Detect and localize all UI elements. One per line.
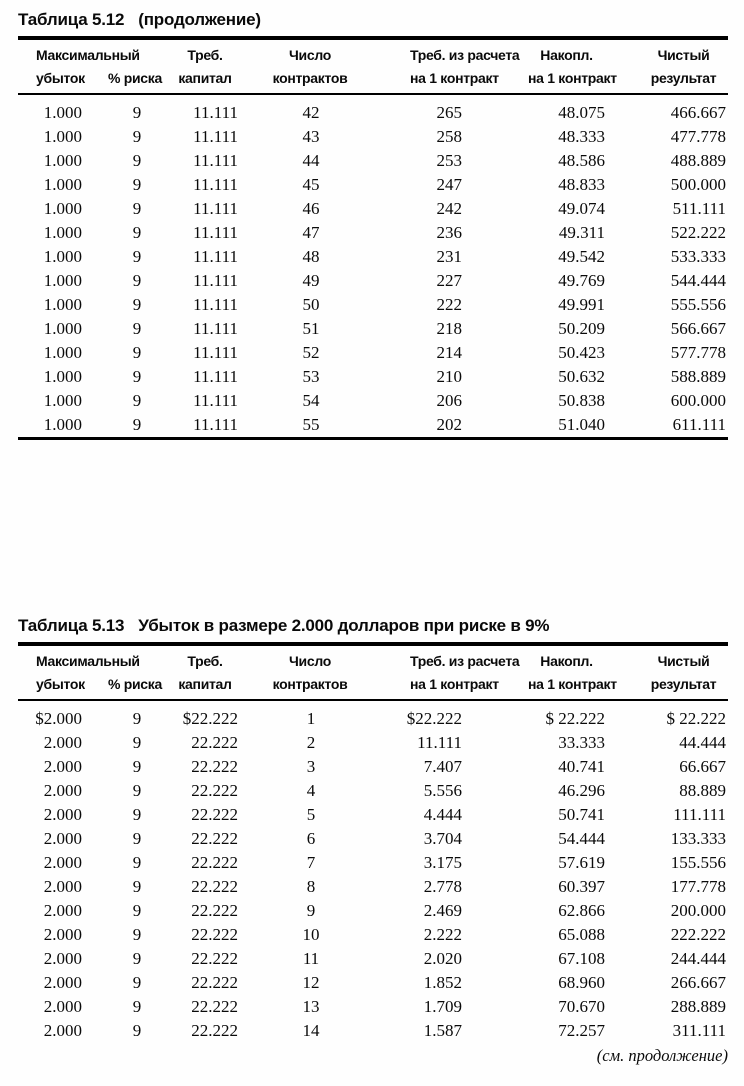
table-cell: 2.778 xyxy=(423,877,462,896)
table-cell: 1.000 xyxy=(43,391,82,410)
table-5-12 xyxy=(18,36,728,440)
table-cell: 46 xyxy=(302,199,320,218)
table-cell: 62.866 xyxy=(558,901,605,920)
table-cell: 9 xyxy=(132,343,142,362)
table-row xyxy=(18,875,728,899)
table-cell: 2.222 xyxy=(423,925,462,944)
table-number-label: Таблица 5.12 xyxy=(18,10,125,29)
table-row xyxy=(18,173,728,197)
table-cell: 9 xyxy=(132,757,142,776)
table-cell: 22.222 xyxy=(191,805,238,824)
table-cell: 5 xyxy=(306,805,316,824)
table-cell: 1.587 xyxy=(423,1021,462,1040)
table-cell: 222.222 xyxy=(670,925,726,944)
header-line: % риска xyxy=(108,676,162,692)
header-line: результат xyxy=(650,676,717,692)
table-cell: 133.333 xyxy=(670,829,726,848)
table-cell: 9 xyxy=(132,391,142,410)
header-line: % риска xyxy=(108,70,162,86)
table-cell: 9 xyxy=(132,247,142,266)
header-line: на 1 контракт xyxy=(410,676,499,692)
table-cell: 49.542 xyxy=(558,247,605,266)
table-cell: 522.222 xyxy=(670,223,726,242)
table-5-13-header xyxy=(18,644,728,700)
table-cell: 566.667 xyxy=(670,319,726,338)
table-cell: 202 xyxy=(436,415,462,434)
table-cell: 206 xyxy=(436,391,462,410)
table-5-12-title xyxy=(18,10,728,30)
table-cell: 50.423 xyxy=(558,343,605,362)
header-line: Накопл. xyxy=(540,653,593,669)
table-cell: 22.222 xyxy=(191,781,238,800)
table-cell: 72.257 xyxy=(558,1021,605,1040)
table-cell: 50.838 xyxy=(558,391,605,410)
table-cell: 266.667 xyxy=(670,973,726,992)
table-cell: 22.222 xyxy=(191,877,238,896)
table-cell: 13 xyxy=(302,997,320,1016)
table-cell: 155.556 xyxy=(670,853,726,872)
table-cell: 200.000 xyxy=(670,901,726,920)
table-cell: 9 xyxy=(132,151,142,170)
header-line: Треб. из расчета xyxy=(410,653,520,669)
table-cell: 1.000 xyxy=(43,247,82,266)
table-number-label: Таблица 5.13 xyxy=(18,616,125,635)
table-cell: 42 xyxy=(302,103,320,122)
table-cell: 511.111 xyxy=(672,199,726,218)
table-cell: 9 xyxy=(132,295,142,314)
table-cell: 44 xyxy=(302,151,320,170)
header-line: Треб. xyxy=(187,653,223,669)
table-cell: 22.222 xyxy=(191,829,238,848)
table-row xyxy=(18,971,728,995)
table-cell: 7.407 xyxy=(423,757,462,776)
table-cell: 9 xyxy=(132,829,142,848)
table-caption: (продолжение) xyxy=(138,10,261,29)
table-row xyxy=(18,827,728,851)
table-cell: 54 xyxy=(302,391,320,410)
table-cell: $ 22.222 xyxy=(666,709,726,728)
table-cell: 57.619 xyxy=(558,853,605,872)
table-cell: 2.000 xyxy=(43,925,82,944)
table-cell: 50.741 xyxy=(558,805,605,824)
table-5-12-header xyxy=(18,38,728,94)
table-cell: 9 xyxy=(132,103,142,122)
table-cell: 1.000 xyxy=(43,175,82,194)
table-cell: 22.222 xyxy=(191,901,238,920)
table-cell: 2.000 xyxy=(43,877,82,896)
table-row xyxy=(18,755,728,779)
table-cell: 222 xyxy=(436,295,462,314)
table-cell: 10 xyxy=(302,925,320,944)
table-cell: 2.000 xyxy=(43,853,82,872)
table-cell: 1.000 xyxy=(43,151,82,170)
table-row xyxy=(18,923,728,947)
table-cell: 1.000 xyxy=(43,319,82,338)
table-row xyxy=(18,947,728,971)
table-cell: 9 xyxy=(132,127,142,146)
table-cell: 22.222 xyxy=(191,757,238,776)
table-cell: 46.296 xyxy=(558,781,605,800)
table-cell: 9 xyxy=(306,901,316,920)
table-row xyxy=(18,365,728,389)
table-cell: 5.556 xyxy=(423,781,462,800)
table-cell: 9 xyxy=(132,415,142,434)
column-header-required-capital xyxy=(168,644,238,700)
header-line: убыток xyxy=(36,676,85,692)
table-cell: 466.667 xyxy=(670,103,726,122)
table-cell: 68.960 xyxy=(558,973,605,992)
table-cell: 11.111 xyxy=(193,175,238,194)
header-line: Треб. из расчета xyxy=(410,47,520,63)
table-cell: 22.222 xyxy=(191,925,238,944)
table-cell: 11 xyxy=(302,949,320,968)
table-cell: 544.444 xyxy=(670,271,726,290)
table-row xyxy=(18,731,728,755)
table-cell: 65.088 xyxy=(558,925,605,944)
table-cell: 22.222 xyxy=(191,973,238,992)
table-cell: 3.175 xyxy=(423,853,462,872)
table-cell: 2.469 xyxy=(423,901,462,920)
table-cell: 1.000 xyxy=(43,199,82,218)
table-5-13 xyxy=(18,642,728,1043)
table-cell: 9 xyxy=(132,997,142,1016)
table-row xyxy=(18,700,728,731)
table-cell: 11.111 xyxy=(193,199,238,218)
header-line: Максимальный xyxy=(36,653,140,669)
table-cell: 22.222 xyxy=(191,949,238,968)
header-line: на 1 контракт xyxy=(528,676,617,692)
table-row xyxy=(18,125,728,149)
table-cell: 111.111 xyxy=(673,805,726,824)
table-cell: 9 xyxy=(132,973,142,992)
table-cell: 22.222 xyxy=(191,733,238,752)
table-cell: 311.111 xyxy=(672,1021,726,1040)
table-cell: 49.769 xyxy=(558,271,605,290)
table-cell: 9 xyxy=(132,877,142,896)
column-header-net-result xyxy=(605,38,728,94)
table-cell: 577.778 xyxy=(670,343,726,362)
header-line: Число xyxy=(289,47,331,63)
table-cell: 4.444 xyxy=(423,805,462,824)
table-5-12-body xyxy=(18,94,728,439)
table-cell: 258 xyxy=(436,127,462,146)
column-header-required-per-contract xyxy=(378,644,520,700)
header-line: на 1 контракт xyxy=(410,70,499,86)
table-cell: 2.000 xyxy=(43,781,82,800)
table-cell: 218 xyxy=(436,319,462,338)
header-line: Максимальный xyxy=(36,47,140,63)
table-cell: 253 xyxy=(436,151,462,170)
table-cell: $ 22.222 xyxy=(545,709,605,728)
table-row xyxy=(18,341,728,365)
table-cell: 2.000 xyxy=(43,1021,82,1040)
table-cell: 47 xyxy=(302,223,320,242)
table-cell: 11.111 xyxy=(193,247,238,266)
table-cell: 48.833 xyxy=(558,175,605,194)
table-cell: 12 xyxy=(302,973,320,992)
table-cell: 45 xyxy=(302,175,320,194)
table-cell: 49.991 xyxy=(558,295,605,314)
header-line: Треб. xyxy=(187,47,223,63)
table-cell: 7 xyxy=(306,853,316,872)
table-row xyxy=(18,995,728,1019)
table-cell: 9 xyxy=(132,709,142,728)
table-cell: 2.000 xyxy=(43,805,82,824)
table-cell: 1.000 xyxy=(43,367,82,386)
column-header-contracts-count xyxy=(238,38,378,94)
table-cell: 11.111 xyxy=(193,295,238,314)
table-cell: 50.632 xyxy=(558,367,605,386)
table-cell: 231 xyxy=(436,247,462,266)
table-cell: 2.000 xyxy=(43,973,82,992)
table-row xyxy=(18,149,728,173)
table-cell: 2.000 xyxy=(43,733,82,752)
table-cell: 9 xyxy=(132,319,142,338)
table-cell: 1.000 xyxy=(43,271,82,290)
header-line: на 1 контракт xyxy=(528,70,617,86)
table-cell: 2.000 xyxy=(43,901,82,920)
table-cell: 247 xyxy=(436,175,462,194)
table-cell: 177.778 xyxy=(670,877,726,896)
table-5-13-title xyxy=(18,616,728,636)
table-cell: 9 xyxy=(132,733,142,752)
table-cell: 9 xyxy=(132,1021,142,1040)
table-cell: 60.397 xyxy=(558,877,605,896)
table-cell: 22.222 xyxy=(191,853,238,872)
table-cell: 40.741 xyxy=(558,757,605,776)
table-cell: 4 xyxy=(306,781,316,800)
table-cell: 600.000 xyxy=(670,391,726,410)
table-row xyxy=(18,221,728,245)
table-row xyxy=(18,1019,728,1043)
table-cell: 500.000 xyxy=(670,175,726,194)
table-cell: 48.586 xyxy=(558,151,605,170)
table-cell: 22.222 xyxy=(191,1021,238,1040)
table-cell: 1.000 xyxy=(43,415,82,434)
table-cell: 1.000 xyxy=(43,343,82,362)
table-cell: 214 xyxy=(436,343,462,362)
header-line: Чистый xyxy=(657,653,710,669)
table-row xyxy=(18,389,728,413)
table-row xyxy=(18,851,728,875)
table-cell: 54.444 xyxy=(558,829,605,848)
table-cell: 2.020 xyxy=(423,949,462,968)
table-cell: 49.074 xyxy=(558,199,605,218)
table-cell: 49 xyxy=(302,271,320,290)
table-cell: 50 xyxy=(302,295,320,314)
table-cell: 611.111 xyxy=(672,415,726,434)
table-cell: 265 xyxy=(436,103,462,122)
table-row xyxy=(18,269,728,293)
table-cell: 210 xyxy=(436,367,462,386)
table-cell: 55 xyxy=(302,415,320,434)
table-cell: 44.444 xyxy=(679,733,726,752)
table-row xyxy=(18,317,728,341)
table-cell: 43 xyxy=(302,127,320,146)
table-cell: 66.667 xyxy=(679,757,726,776)
table-cell: 11.111 xyxy=(193,391,238,410)
table-cell: 11.111 xyxy=(193,223,238,242)
table-cell: 9 xyxy=(132,175,142,194)
section-gap xyxy=(18,440,728,616)
table-caption: Убыток в размере 2.000 долларов при риске в 9% xyxy=(138,616,550,635)
table-cell: 9 xyxy=(132,805,142,824)
table-cell: 6 xyxy=(306,829,316,848)
column-header-required-per-contract xyxy=(378,38,520,94)
table-cell: 227 xyxy=(436,271,462,290)
table-cell: 1.000 xyxy=(43,295,82,314)
table-cell: 2.000 xyxy=(43,829,82,848)
table-row xyxy=(18,899,728,923)
table-cell: 33.333 xyxy=(558,733,605,752)
table-cell: 14 xyxy=(302,1021,320,1040)
table-5-13-body xyxy=(18,700,728,1043)
table-cell: 9 xyxy=(132,949,142,968)
table-cell: 588.889 xyxy=(670,367,726,386)
table-cell: 11.111 xyxy=(417,733,462,752)
table-cell: 11.111 xyxy=(193,103,238,122)
table-cell: 50.209 xyxy=(558,319,605,338)
column-header-contracts-count xyxy=(238,644,378,700)
table-cell: 2.000 xyxy=(43,949,82,968)
table-cell: 477.778 xyxy=(670,127,726,146)
table-row xyxy=(18,779,728,803)
table-cell: 9 xyxy=(132,853,142,872)
table-cell: 244.444 xyxy=(670,949,726,968)
table-row xyxy=(18,413,728,439)
table-cell: 52 xyxy=(302,343,320,362)
table-cell: 2.000 xyxy=(43,757,82,776)
table-cell: 9 xyxy=(132,199,142,218)
continuation-note: (см. продолжение) xyxy=(596,1046,728,1065)
table-cell: 51.040 xyxy=(558,415,605,434)
table-cell: 48.075 xyxy=(558,103,605,122)
table-cell: 51 xyxy=(302,319,320,338)
table-cell: 2 xyxy=(306,733,316,752)
header-line: Число xyxy=(289,653,331,669)
table-row xyxy=(18,94,728,125)
table-cell: $2.000 xyxy=(35,709,82,728)
table-cell: 1.709 xyxy=(423,997,462,1016)
header-line: Накопл. xyxy=(540,47,593,63)
table-cell: 1.852 xyxy=(423,973,462,992)
table-cell: 2.000 xyxy=(43,997,82,1016)
table-cell: 3.704 xyxy=(423,829,462,848)
table-cell: 9 xyxy=(132,925,142,944)
table-cell: 1.000 xyxy=(43,127,82,146)
table-cell: 11.111 xyxy=(193,151,238,170)
table-cell: 1.000 xyxy=(43,103,82,122)
table-cell: 11.111 xyxy=(193,367,238,386)
table-cell: 9 xyxy=(132,223,142,242)
table-cell: 88.889 xyxy=(679,781,726,800)
table-cell: 242 xyxy=(436,199,462,218)
table-cell: 11.111 xyxy=(193,319,238,338)
table-row xyxy=(18,803,728,827)
table-cell: 11.111 xyxy=(193,271,238,290)
table-cell: 533.333 xyxy=(670,247,726,266)
header-line: Чистый xyxy=(657,47,710,63)
table-cell: 49.311 xyxy=(558,223,605,242)
table-cell: 9 xyxy=(132,781,142,800)
table-cell: 48 xyxy=(302,247,320,266)
table-cell: 8 xyxy=(306,877,316,896)
table-row xyxy=(18,197,728,221)
table-cell: $22.222 xyxy=(406,709,462,728)
header-line: капитал xyxy=(178,70,232,86)
table-cell: 48.333 xyxy=(558,127,605,146)
table-cell: 236 xyxy=(436,223,462,242)
header-line: результат xyxy=(650,70,717,86)
table-cell: 9 xyxy=(132,271,142,290)
table-row xyxy=(18,293,728,317)
table-cell: $22.222 xyxy=(182,709,238,728)
column-header-required-capital xyxy=(168,38,238,94)
table-cell: 22.222 xyxy=(191,997,238,1016)
table-cell: 1.000 xyxy=(43,223,82,242)
table-cell: 288.889 xyxy=(670,997,726,1016)
table-row xyxy=(18,245,728,269)
table-cell: 488.889 xyxy=(670,151,726,170)
header-line: капитал xyxy=(178,676,232,692)
header-line: убыток xyxy=(36,70,85,86)
table-cell: 53 xyxy=(302,367,320,386)
table-cell: 70.670 xyxy=(558,997,605,1016)
header-line: контрактов xyxy=(272,676,348,692)
table-cell: 11.111 xyxy=(193,415,238,434)
table-cell: 1 xyxy=(306,709,316,728)
table-cell: 11.111 xyxy=(193,343,238,362)
table-cell: 9 xyxy=(132,901,142,920)
table-cell: 555.556 xyxy=(670,295,726,314)
table-cell: 9 xyxy=(132,367,142,386)
header-line: контрактов xyxy=(272,70,348,86)
column-header-net-result xyxy=(605,644,728,700)
table-cell: 67.108 xyxy=(558,949,605,968)
table-cell: 11.111 xyxy=(193,127,238,146)
table-cell: 3 xyxy=(306,757,316,776)
